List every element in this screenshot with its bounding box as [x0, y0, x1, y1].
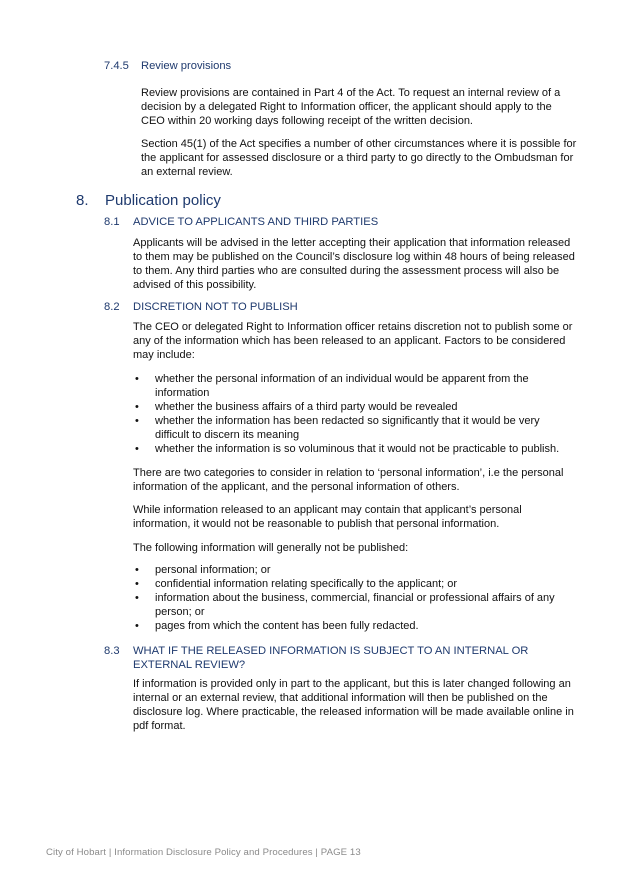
- list-item: • pages from which the content has been fully redacted.: [135, 620, 419, 632]
- section-7-4-5-heading: [104, 60, 231, 72]
- bullet-icon: •: [135, 443, 139, 455]
- section-number: 8.2: [104, 301, 120, 313]
- section-number: 8.3: [104, 645, 120, 657]
- list-item: • whether the personal information of an individual would be apparent from the information: [135, 373, 529, 399]
- factors-list: [134, 372, 570, 456]
- section-8-2-heading: [104, 301, 298, 313]
- list-item: • information about the business, commercial, financial or professional affairs of any person; or: [135, 592, 555, 618]
- list-item: • whether the business affairs of a third party would be revealed: [135, 401, 458, 413]
- section-title: WHAT IF THE RELEASED INFORMATION IS SUBJECT TO AN INTERNAL OR EXTERNAL REVIEW?: [133, 645, 529, 671]
- bullet-icon: •: [135, 578, 139, 590]
- section-8-3-heading: [104, 644, 564, 672]
- list-item: • whether the information is so voluminous that it would not be practicable to publish.: [135, 443, 560, 455]
- bullet-icon: •: [135, 415, 139, 427]
- bullet-icon: •: [135, 373, 139, 385]
- section-title: Publication policy: [105, 192, 221, 209]
- advice-paragraph: Applicants will be advised in the letter accepting their application that information released to them may be published on the Council’s disclosure log within 48 hours of being released to them. Any third parties who are consulted during the assessment process will also be advised of this possibility.: [133, 237, 575, 291]
- section-title: Review provisions: [141, 60, 232, 72]
- list-item: • confidential information relating specifically to the applicant; or: [135, 578, 458, 590]
- discretion-intro-paragraph: The CEO or delegated Right to Information officer retains discretion not to publish some or any of the information which has been released to an applicant. Factors to be considered may include:: [133, 321, 573, 361]
- page-footer: City of Hobart | Information Disclosure Policy and Procedures | PAGE 13: [46, 847, 361, 858]
- while-paragraph: While information released to an applicant may contain that applicant’s personal information, it would not be reasonable to publish that personal information.: [133, 504, 522, 530]
- list-item: • personal information; or: [135, 564, 271, 576]
- section-8-1-heading: [104, 216, 378, 228]
- review-paragraph: If information is provided only in part to the applicant, but this is later changed following an internal or an external review, that additional information will then be published on the disclosure log. Where practicable, the released information will be made available online in pdf format.: [133, 678, 574, 732]
- list-item: • whether the information has been redacted so significantly that it would be very difficult to discern its meaning: [135, 415, 540, 441]
- categories-paragraph: There are two categories to consider in relation to ‘personal information’, i.e the personal information of the applicant, and the personal information of others.: [133, 467, 564, 493]
- bullet-icon: •: [135, 620, 139, 632]
- section-number: 8.1: [104, 216, 120, 228]
- section-8-heading: [76, 192, 221, 209]
- section-title: ADVICE TO APPLICANTS AND THIRD PARTIES: [133, 216, 379, 228]
- bullet-icon: •: [135, 564, 139, 576]
- bullet-icon: •: [135, 401, 139, 413]
- section-title: DISCRETION NOT TO PUBLISH: [133, 301, 298, 313]
- not-published-list: [134, 563, 570, 633]
- review-provisions-paragraph: Review provisions are contained in Part 4 of the Act. To request an internal review of a decision by a delegated Right to Information officer, the applicant should apply to the CEO within 20 working days following receipt of the written decision.: [141, 87, 561, 127]
- section-number: 7.4.5: [104, 60, 129, 72]
- section-45-paragraph: Section 45(1) of the Act specifies a number of other circumstances where it is possible for the applicant for assessed disclosure or a third party to go directly to the Ombudsman for an external review.: [141, 138, 577, 178]
- following-paragraph: The following information will generally not be published:: [133, 542, 409, 554]
- section-number: 8.: [76, 192, 89, 209]
- bullet-icon: •: [135, 592, 139, 604]
